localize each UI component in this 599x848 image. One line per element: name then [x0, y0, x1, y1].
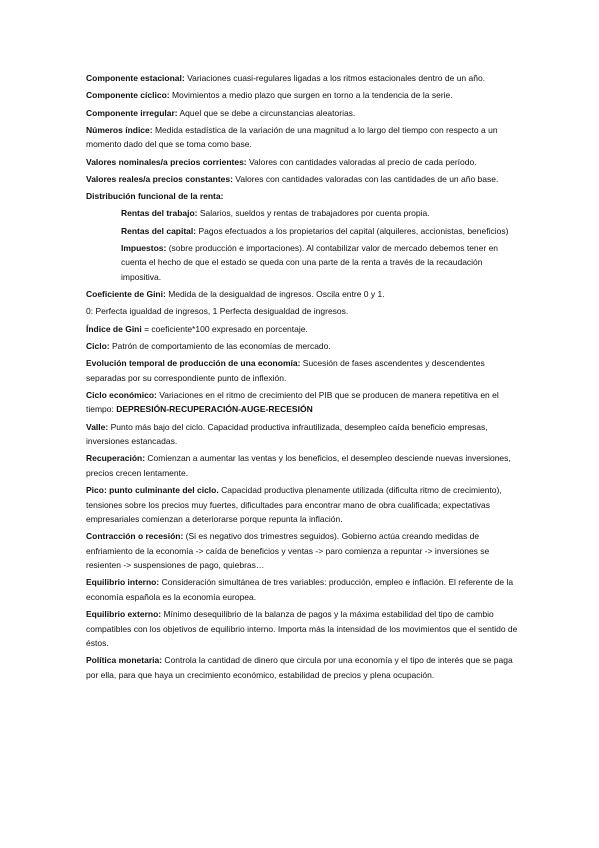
definition-term: Componente irregular: [86, 107, 178, 118]
definition-text: Controla la cantidad de dinero que circula por una economía y el tipo de interés que se paga por ella, para que haya un crecimiento económico, estabilidad de precios y plena ocupación. [86, 655, 513, 680]
definition-text: = coeficiente*100 expresado en porcentaje. [141, 323, 308, 334]
definition-paragraph [86, 420, 518, 449]
definition-term: Recuperación: [86, 453, 146, 464]
definition-text: Valores con cantidades valoradas al precio de cada período. [246, 156, 477, 167]
definition-paragraph [86, 88, 518, 102]
definition-paragraph [86, 189, 518, 203]
definition-text: Aquel que se debe a circunstancias aleatorias. [177, 107, 356, 118]
definition-term: Componente cíclico: [86, 90, 170, 101]
definition-term: Valores reales/a precios constantes: [86, 173, 233, 184]
document-body [86, 71, 518, 685]
definition-term: Índice de Gini [86, 323, 142, 334]
definition-paragraph [86, 287, 518, 301]
definition-paragraph [86, 123, 518, 152]
definition-term: Equilibrio externo: [86, 609, 162, 620]
definition-text: Capacidad productiva plenamente utilizada (dificulta ritmo de crecimiento), tensiones sobre los precios muy fuertes, dificultades para encontrar mano de obra cualificada; expectativas empresariales comienzan a deteriorarse porque repunta la inflación. [86, 485, 502, 524]
definition-paragraph [121, 241, 518, 284]
definition-term: Distribución funcional de la renta: [86, 191, 224, 202]
definition-text: 0: Perfecta igualdad de ingresos, 1 Perfecta desigualdad de ingresos. [86, 306, 349, 317]
definition-text: Movimientos a medio plazo que surgen en torno a la tendencia de la serie. [169, 90, 453, 101]
definition-text: (Si es negativo dos trimestres seguidos). Gobierno actúa creando medidas de enfriamiento de la economía -> caída de beneficios y ventas -> paro comienza a repuntar -> inversiones se resienten -> suspensiones de pago, quiebras… [86, 531, 490, 571]
cycle-phases: DEPRESIÓN-RECUPERACIÓN-AUGE-RECESIÓN [116, 404, 313, 415]
definition-paragraph [121, 224, 518, 238]
definition-term: Ciclo económico: [86, 390, 157, 401]
definition-paragraph [86, 388, 518, 417]
definition-term: Valle: [86, 421, 109, 432]
definition-paragraph [86, 575, 518, 604]
definition-paragraph [86, 155, 518, 169]
definition-term: Equilibrio interno: [86, 577, 160, 588]
definition-term: Rentas del trabajo: [121, 208, 198, 219]
definition-text: Medida estadística de la variación de una magnitud a lo largo del tiempo con respecto a un momento dado del que se toma como base. [86, 124, 498, 150]
definition-term: Valores nominales/a precios corrientes: [86, 156, 247, 167]
definition-paragraph [86, 483, 518, 526]
definition-text: (sobre producción e importaciones). Al contabilizar valor de mercado debemos tener en cuenta el hecho de que el estado se queda con una parte de la renta a través de la recaudación impositiva. [121, 243, 499, 282]
definition-text: Mínimo desequilibrio de la balanza de pagos y la máxima estabilidad del tipo de cambio compatibles con los objetivos de equilibrio interno. Importa más la intensidad de los movimientos que el sentido de éstos. [86, 609, 518, 648]
definition-text: Consideración simultánea de tres variables: producción, empleo e inflación. El referente de la economía española es la economía europea. [86, 577, 514, 602]
definition-paragraph [86, 322, 518, 336]
definition-term: Evolución temporal de producción de una economía: [86, 358, 301, 369]
definition-paragraph [86, 106, 518, 120]
definition-term: Política monetaria: [86, 655, 163, 666]
definition-text: Sucesión de fases ascendentes y descendentes separadas por su correspondiente punto de inflexión. [86, 358, 485, 383]
definition-term: Impuestos: [121, 243, 167, 254]
definition-text: Salarios, sueldos y rentas de trabajadores por cuenta propia. [197, 208, 430, 219]
definition-text: Valores con cantidades valoradas con las cantidades de un año base. [232, 173, 499, 184]
definition-term: Componente estacional: [86, 73, 185, 83]
definition-text: Pagos efectuados a los propietarios del capital (alquileres, accionistas, beneficios) [196, 225, 509, 236]
definition-paragraph [86, 304, 518, 318]
definition-text: Medida de la desigualdad de ingresos. Oscila entre 0 y 1. [165, 289, 385, 300]
definition-paragraph [86, 356, 518, 385]
definition-paragraph [86, 71, 518, 85]
definition-paragraph [86, 339, 518, 353]
definition-term: Ciclo: [86, 341, 110, 352]
definition-term: Rentas del capital: [121, 225, 197, 236]
definition-paragraph [86, 607, 518, 650]
definition-text: Variaciones cuasi-regulares ligadas a los ritmos estacionales dentro de un año. [184, 73, 486, 83]
definition-term: Coeficiente de Gini: [86, 289, 166, 300]
definition-text: Patrón de comportamiento de las economías de mercado. [109, 341, 331, 352]
definition-text: Punto más bajo del ciclo. Capacidad productiva infrautilizada, desempleo caída beneficio empresas, inversiones estancadas. [86, 421, 488, 447]
definition-paragraph [86, 653, 518, 682]
definition-term: Números índice: [86, 124, 153, 135]
definition-paragraph [86, 172, 518, 186]
definition-paragraph [86, 451, 518, 480]
definition-paragraph [86, 529, 518, 572]
definition-text: Comienzan a aumentar las ventas y los beneficios, el desempleo desciende nuevas inversiones, precios crecen lentamente. [86, 453, 511, 478]
definition-term: Contracción o recesión: [86, 531, 184, 542]
definition-paragraph [121, 206, 518, 220]
definition-text: Variaciones en el ritmo de crecimiento del PIB que se producen de manera repetitiva en el tiempo: [86, 390, 499, 415]
definition-term: Pico: punto culminante del ciclo. [86, 485, 219, 496]
